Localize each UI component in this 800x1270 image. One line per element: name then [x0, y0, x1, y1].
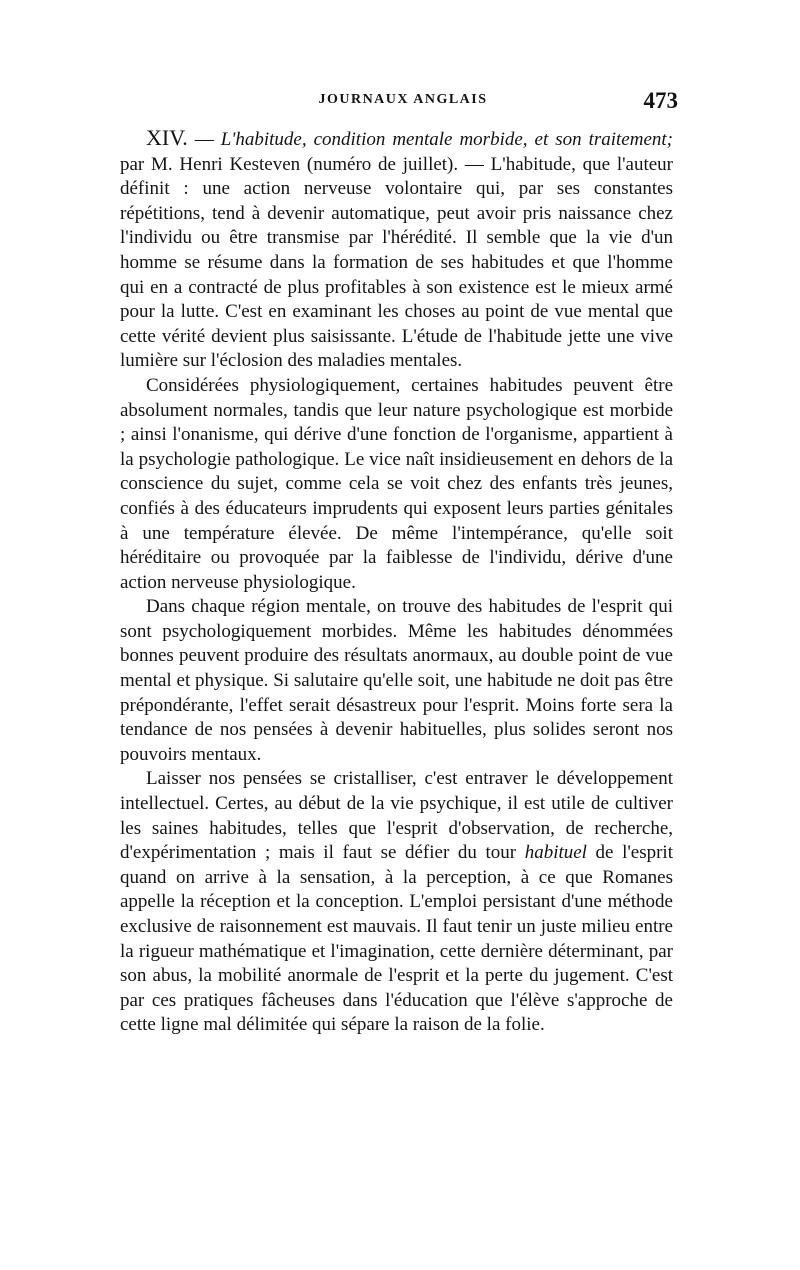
- paragraph-4: [120, 767, 673, 1038]
- page-header: [128, 88, 678, 118]
- article-body: [120, 126, 673, 1038]
- paragraph-1: [120, 126, 673, 374]
- title-dash: —: [187, 129, 221, 150]
- paragraph-4-text-b: de l'esprit quand on arrive à la sensation, à la perception, à ce que Romanes appelle la réception et la conception. L'emploi persistant d'une méthode exclusive de raisonnement est mauvais. Il faut tenir un juste milieu entre la rigueur mathématique et l'imagination, cette dernière déterminant, par son abus, la mobilité anormale de l'esprit et la perte du jugement. C'est par ces pratiques fâcheuses dans l'éducation que l'élève s'approche de cette ligne mal délimitée qui sépare la raison de la folie.: [120, 842, 673, 1036]
- section-number: XIV.: [146, 125, 188, 150]
- paragraph-1-text: par M. Henri Kesteven (numéro de juillet). — L'habitude, que l'auteur définit : une action nerveuse volontaire qui, par ses constantes répétitions, tend à devenir automatique, peut avoir pris naissance chez l'individu ou être transmise par l'hérédité. Il semble que la vie d'un homme se résume dans la formation de ses habitudes et que l'homme qui en a contracté de plus profitables à son existence est le mieux armé pour la lutte. C'est en examinant les choses au point de vue mental que cette vérité devient plus saisissante. L'étude de l'habitude jette une vive lumière sur l'éclosion des maladies mentales.: [120, 153, 673, 372]
- page-number: 473: [643, 88, 678, 113]
- paragraph-2: Considérées physiologiquement, certaines habitudes peuvent être absolument normales, tandis que leur nature psychologique est morbide ; ainsi l'onanisme, qui dérive d'une fonction de l'organisme, appartient à la psychologie pathologique. Le vice naît insidieusement en dehors de la conscience du sujet, comme cela se voit chez des enfants très jeunes, confiés à des éducateurs imprudents qui exposent leurs parties génitales à une température élevée. De même l'intempérance, qu'elle soit héréditaire ou provoquée par la faiblesse de l'individu, dérive d'une action nerveuse physiologique.: [120, 374, 673, 593]
- italic-word: habituel: [524, 842, 587, 864]
- running-title: JOURNAUX ANGLAIS: [318, 92, 488, 107]
- paragraph-4-text-a: Laisser nos pensées se cristalliser, c'est entraver le développement intellectuel. Certes, au début de la vie psychique, il est utile de cultiver les saines habitudes, telles que l'esprit d'observation, de recherche, d'expérimentation ; mais il faut se défier du tour: [120, 768, 673, 864]
- article-title: L'habitude, condition mentale morbide, et son traitement;: [220, 129, 673, 150]
- paragraph-3: Dans chaque région mentale, on trouve des habitudes de l'esprit qui sont psychologiquement morbides. Même les habitudes dénommées bonnes peuvent produire des résultats anormaux, au double point de vue mental et physique. Si salutaire qu'elle soit, une habitude ne doit pas être prépondérante, l'effet serait désastreux pour l'esprit. Moins forte sera la tendance de nos pensées à devenir habituelles, plus solides seront nos pouvoirs mentaux.: [120, 596, 673, 765]
